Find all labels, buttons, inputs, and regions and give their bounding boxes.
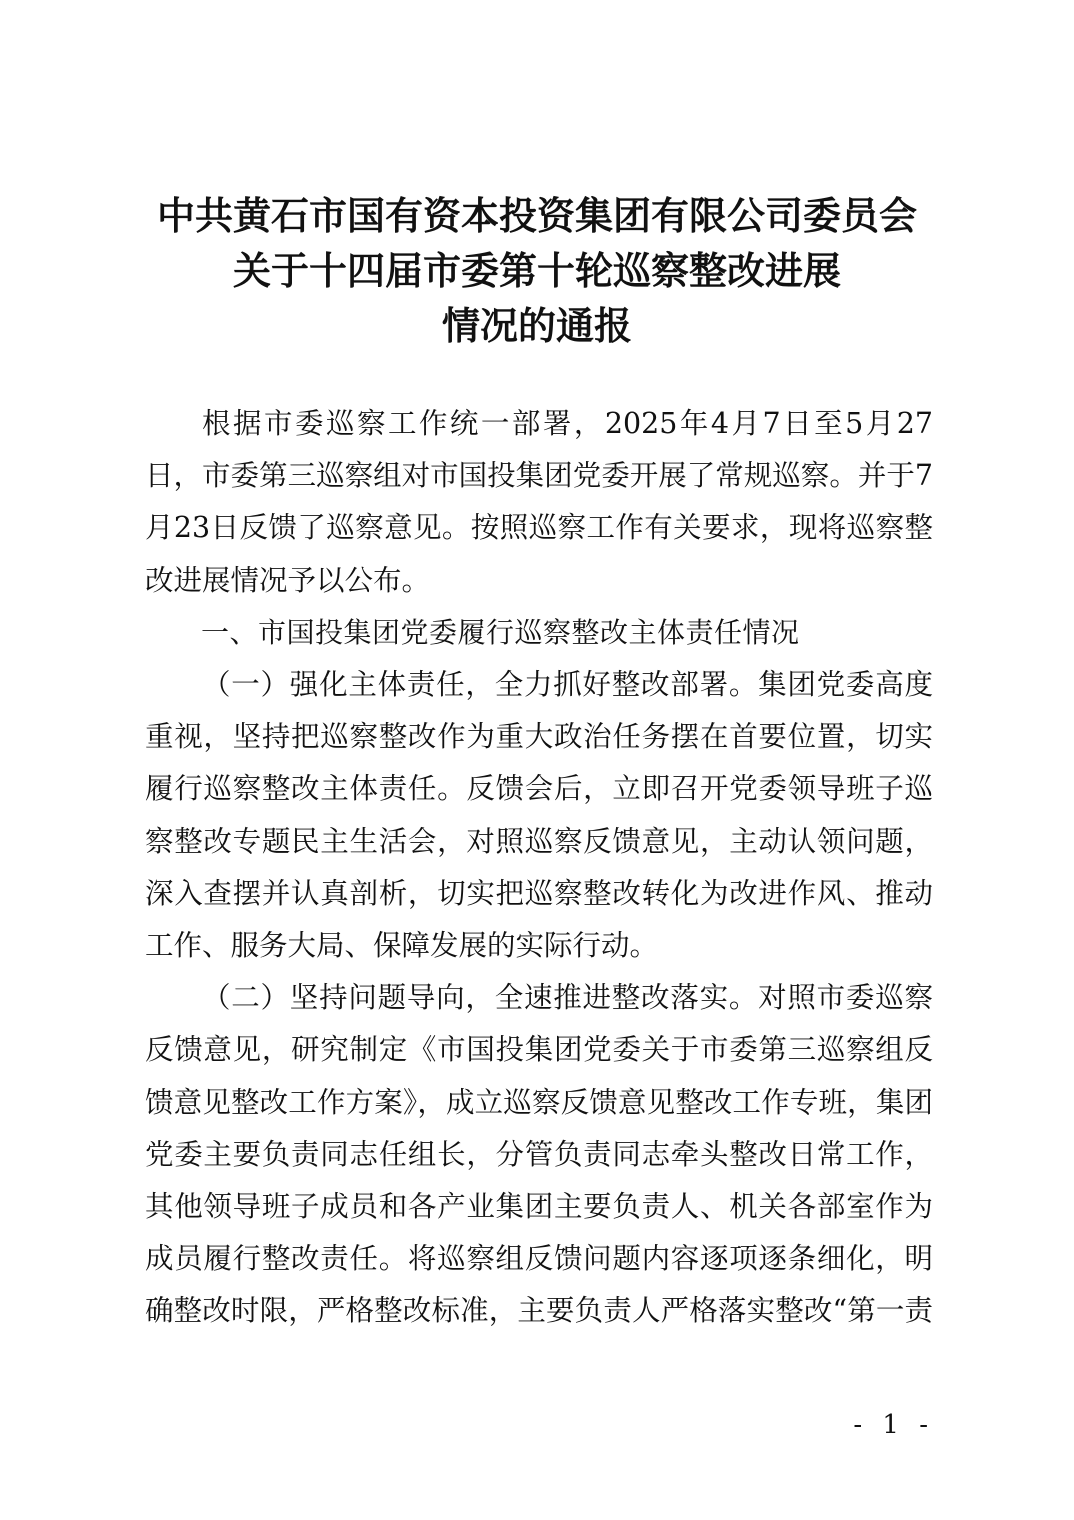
section-1-heading: 一、市国投集团党委履行巡察整改主体责任情况: [201, 615, 800, 649]
section-1-item-2: [145, 972, 933, 1337]
page-number: - 1 -: [853, 1410, 934, 1440]
item-1-text: 集团党委高度重视，坚持把巡察整改作为重大政治任务摆在首要位置，切实履行巡察整改主体责任。反馈会后，立即召开党委领导班子巡察整改专题民主生活会，对照巡察反馈意见，主动认领问题，深入查摆并认真剖析，切实把巡察整改转化为改进作风、推动工作、服务大局、保障发展的实际行动。: [145, 668, 933, 963]
intro-paragraph: 根据市委巡察工作统一部署，2025年4月7日至5月27日，市委第三巡察组对市国投集团党委开展了常规巡察。并于7月23日反馈了巡察意见。按照巡察工作有关要求，现将巡察整改进展情况予以公布。: [145, 407, 933, 597]
title-line-2: 关于十四届市委第十轮巡察整改进展: [232, 248, 841, 293]
title-line-1: 中共黄石市国有资本投资集团有限公司委员会: [156, 193, 917, 238]
item-1-lead: （一）强化主体责任，全力抓好整改部署。: [202, 668, 759, 702]
title-line-3: 情况的通报: [441, 303, 632, 348]
item-2-text: 对照市委巡察反馈意见，研究制定《市国投集团党委关于市委第三巡察组反馈意见整改工作方案》，成立巡察反馈意见整改工作专班，集团党委主要负责同志任组长，分管负责同志牵头整改日常工作，其他领导班子成员和各产业集团主要负责人、机关各部室作为成员履行整改责任。将巡察组反馈问题内容逐项逐条细化，明确整改时限，严格整改标准，主要负责人严格落实整改“第一责: [145, 981, 933, 1328]
document-body: [145, 398, 933, 1338]
item-2-lead: （二）坚持问题导向，全速推进整改落实。: [202, 981, 759, 1015]
document-title: [0, 188, 1074, 353]
section-1-item-1: [145, 659, 933, 972]
